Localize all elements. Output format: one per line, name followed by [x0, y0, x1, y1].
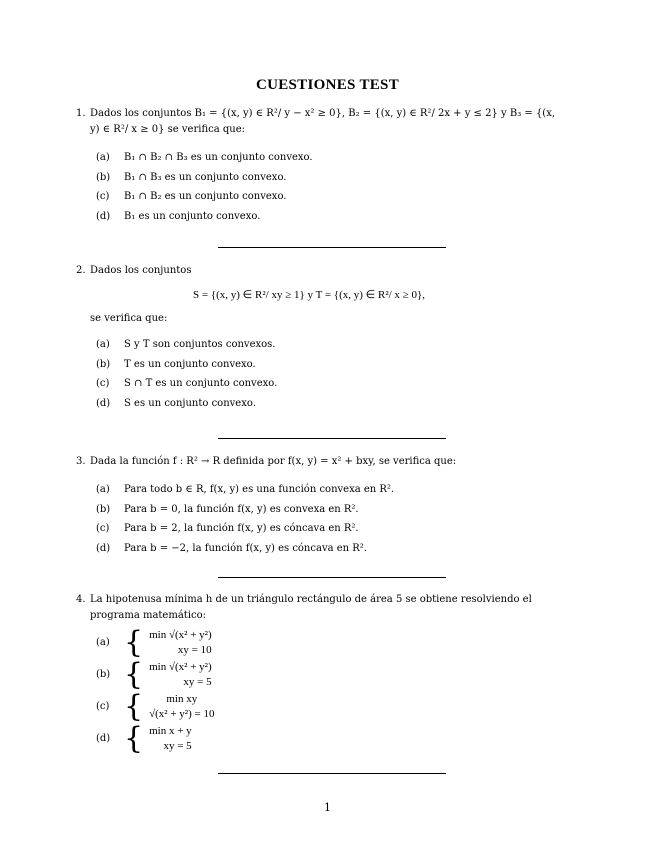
option-text: B₁ ∩ B₃ es un conjunto convexo.: [124, 171, 287, 183]
option-label: (c): [96, 378, 110, 389]
option-d: [96, 721, 556, 756]
constraint-row: xy = 5: [183, 676, 212, 688]
option-c: [96, 519, 556, 539]
option-label: (d): [96, 733, 111, 744]
option-b: [96, 355, 556, 375]
page-title: CUESTIONES TEST: [255, 77, 400, 93]
option-label: (a): [96, 484, 110, 495]
option-b: [96, 500, 556, 520]
option-label: (c): [96, 701, 110, 712]
option-text: Para b = −2, la función f(x, y) es cóncava en R².: [124, 542, 367, 554]
program-system: [149, 660, 212, 690]
left-brace-icon: {: [124, 689, 144, 724]
constraint-row: √(x² + y²) = 10: [149, 708, 215, 720]
option-a: [96, 335, 556, 355]
question-continuation: se verifica que:: [90, 313, 168, 324]
question-stem: Dada la función f : R² → R definida por f(x, y) = x² + bxy, se verifica que:: [90, 456, 457, 467]
option-label: (b): [96, 171, 111, 183]
objective-row: min x + y: [149, 725, 192, 737]
option-label: (d): [96, 397, 111, 409]
separator-line: [218, 247, 446, 248]
option-text: B₁ ∩ B₂ ∩ B₃ es un conjunto convexo.: [124, 152, 313, 163]
option-text: B₁ ∩ B₂ es un conjunto convexo.: [124, 191, 287, 202]
question-1: [76, 106, 556, 226]
option-c: [96, 374, 556, 394]
question-number: 3.: [76, 456, 86, 467]
objective-row: min √(x² + y²): [149, 629, 212, 641]
constraint-row: xy = 10: [177, 644, 212, 656]
option-text: B₁ es un conjunto convexo.: [124, 210, 261, 222]
option-label: (a): [96, 152, 110, 163]
option-label: (c): [96, 523, 110, 534]
option-text: Para b = 0, la función f(x, y) es convexa en R².: [124, 503, 359, 515]
option-d: [96, 394, 556, 414]
option-text: Para b = 2, la función f(x, y) es cóncava en R².: [124, 523, 359, 534]
option-a: [96, 625, 556, 660]
option-label: (c): [96, 191, 110, 202]
option-text: T es un conjunto convexo.: [124, 358, 256, 370]
left-brace-icon: {: [124, 657, 144, 692]
option-label: (d): [96, 542, 111, 554]
page-number: 1: [324, 801, 331, 814]
program-system: [149, 724, 192, 754]
option-label: (a): [96, 339, 110, 350]
question-3: [76, 454, 556, 558]
separator-line: [218, 438, 446, 439]
constraint-row: xy = 5: [163, 740, 192, 752]
question-number: 2.: [76, 265, 86, 276]
separator-line: [218, 577, 446, 578]
left-brace-icon: {: [124, 625, 144, 660]
options-list: [96, 480, 556, 558]
option-a: [96, 480, 556, 500]
option-text: S es un conjunto convexo.: [124, 397, 256, 409]
option-text: S ∩ T es un conjunto convexo.: [124, 378, 278, 389]
question-number: 4.: [76, 594, 86, 605]
display-equation: S = {(x, y) ∈ R²/ xy ≥ 1} y T = {(x, y) ∈ R²/ x ≥ 0},: [193, 289, 425, 301]
option-label: (a): [96, 637, 110, 648]
option-label: (d): [96, 210, 111, 222]
program-system: [149, 628, 212, 658]
option-b: [96, 657, 556, 692]
option-c: [96, 187, 556, 207]
option-text: S y T son conjuntos convexos.: [124, 339, 276, 350]
question-number: 1.: [76, 108, 86, 119]
option-c: [96, 689, 556, 724]
left-brace-icon: {: [124, 721, 144, 756]
option-label: (b): [96, 503, 111, 515]
option-a: [96, 148, 556, 168]
option-d: [96, 207, 556, 227]
option-label: (b): [96, 358, 111, 370]
options-list: [96, 148, 556, 226]
option-d: [96, 539, 556, 559]
question-stem: Dados los conjuntos B₁ = {(x, y) ∈ R²/ y − x² ≥ 0}, B₂ = {(x, y) ∈ R²/ 2x + y ≤ 2} y B₃ = {(x, y) ∈ R²/ x ≥ 0} se verifica que:: [90, 108, 556, 135]
question-4: [76, 592, 556, 756]
options-list: [96, 335, 556, 413]
option-text: Para todo b ∈ R, f(x, y) es una función convexa en R².: [124, 484, 395, 495]
question-stem: Dados los conjuntos: [90, 265, 192, 276]
option-b: [96, 168, 556, 188]
objective-row: min xy: [166, 693, 198, 705]
option-label: (b): [96, 669, 111, 680]
question-2: [76, 263, 556, 413]
program-system: [149, 692, 214, 722]
objective-row: min √(x² + y²): [149, 661, 212, 673]
options-list: [96, 625, 556, 756]
separator-line: [218, 773, 446, 774]
question-stem: La hipotenusa mínima h de un triángulo rectángulo de área 5 se obtiene resolviendo el programa matemático:: [90, 594, 532, 621]
